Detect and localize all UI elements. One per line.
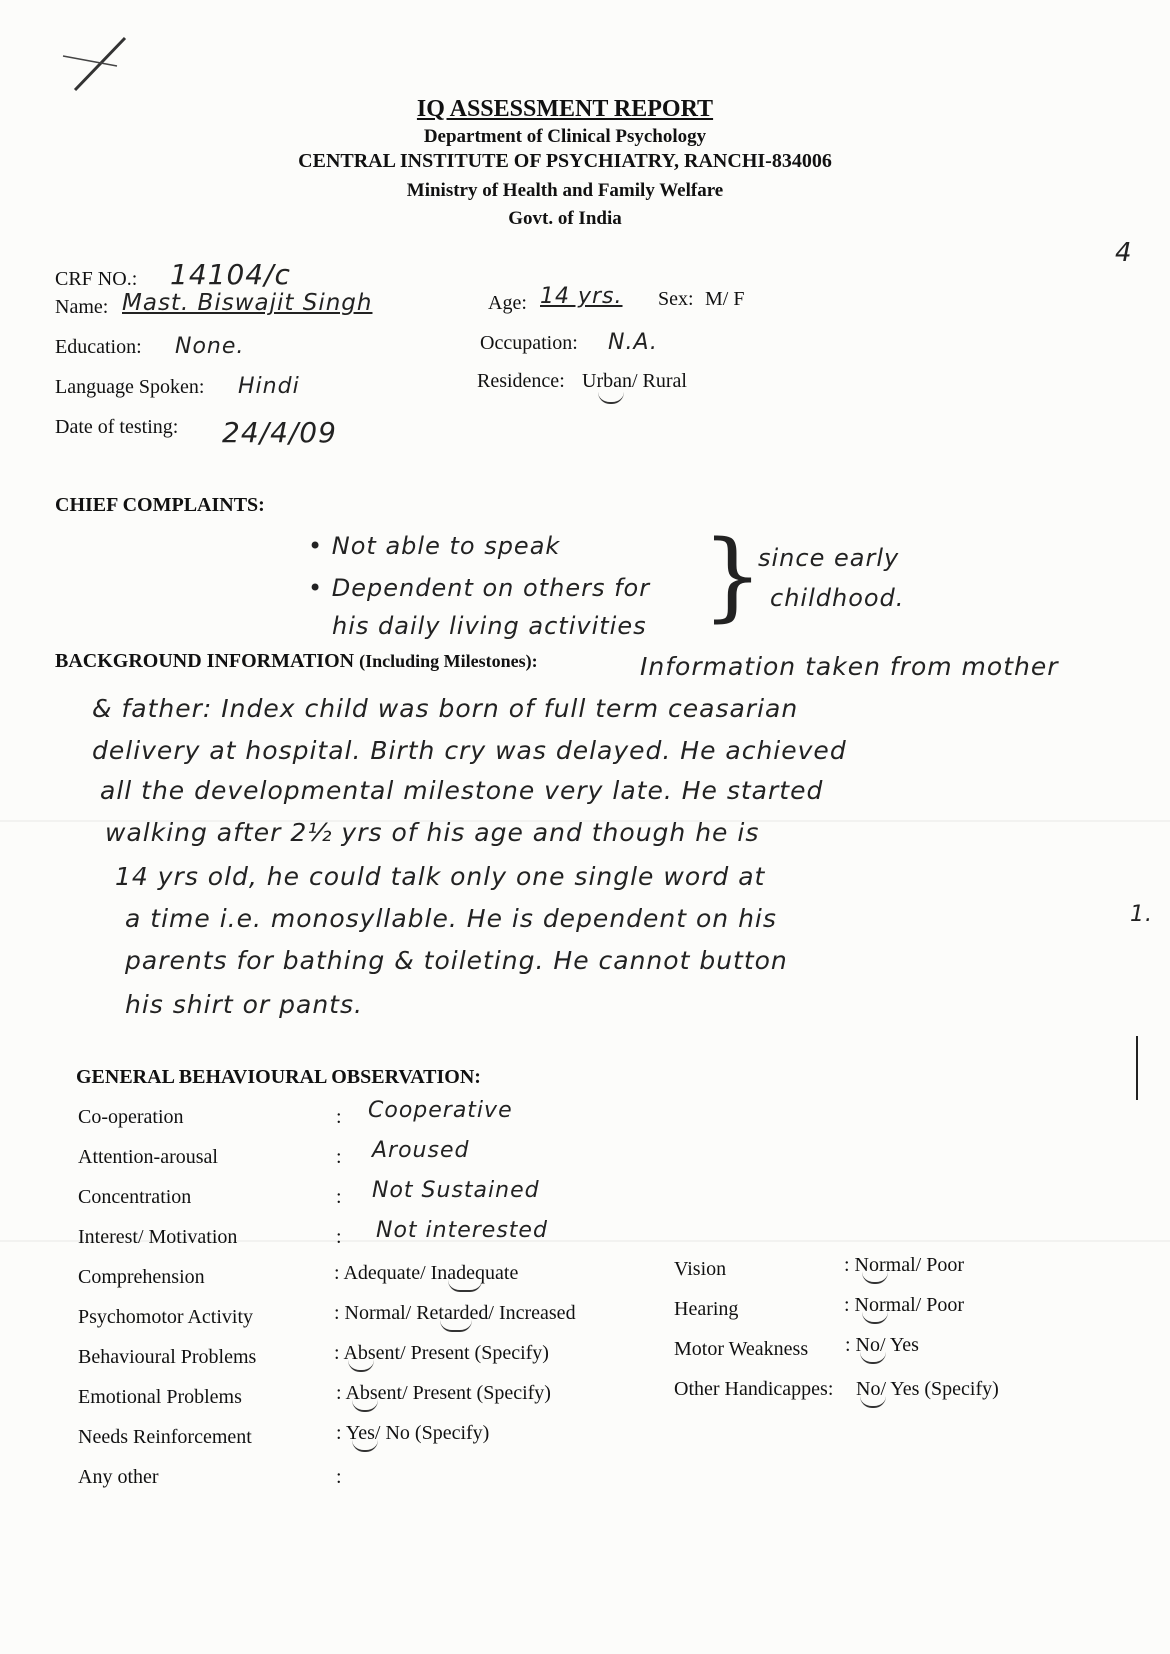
- background-line: 14 yrs old, he could talk only one single word at: [115, 862, 766, 891]
- observation-label: Attention-arousal: [78, 1146, 218, 1168]
- check-mark-icon: [862, 1272, 888, 1284]
- observation-colon: :: [336, 1226, 342, 1248]
- check-mark-icon: [860, 1396, 886, 1408]
- observation-value: Not interested: [376, 1218, 548, 1243]
- background-line: Information taken from mother: [640, 652, 1059, 681]
- check-mark-icon: [352, 1400, 378, 1412]
- observation-options: : Adequate/ Inadequate: [334, 1262, 519, 1284]
- observation-label: Interest/ Motivation: [78, 1226, 238, 1248]
- observation-label: Needs Reinforcement: [78, 1426, 252, 1448]
- education-value: None.: [175, 334, 245, 359]
- background-line: & father: Index child was born of full term ceasarian: [92, 694, 799, 723]
- residence-options: Urban/ Rural: [582, 370, 687, 392]
- date-label: Date of testing:: [55, 416, 179, 438]
- background-line: his shirt or pants.: [125, 990, 363, 1019]
- observation-label: Any other: [78, 1466, 159, 1488]
- check-mark-icon: [348, 1360, 374, 1372]
- observation-label: Behavioural Problems: [78, 1346, 257, 1368]
- observation-options: : Normal/ Poor: [844, 1254, 964, 1276]
- observation-label: Vision: [674, 1258, 727, 1280]
- department-name: Department of Clinical Psychology: [423, 126, 707, 147]
- check-mark-icon: [860, 1352, 886, 1364]
- complaint-duration: since early: [758, 544, 900, 572]
- brace-icon: }: [702, 520, 764, 632]
- name-value: Mast. Biswajit Singh: [122, 290, 373, 316]
- observation-options: No/ Yes (Specify): [856, 1378, 999, 1400]
- margin-note: 1.: [1130, 902, 1153, 927]
- complaint-duration: childhood.: [770, 584, 905, 612]
- observation-label: Comprehension: [78, 1266, 205, 1288]
- observation-heading: GENERAL BEHAVIOURAL OBSERVATION:: [76, 1066, 481, 1088]
- observation-colon: :: [336, 1186, 342, 1208]
- govt-name: Govt. of India: [508, 208, 622, 229]
- language-value: Hindi: [238, 374, 300, 399]
- ministry-name: Ministry of Health and Family Welfare: [406, 180, 724, 201]
- report-title: IQ ASSESSMENT REPORT: [416, 96, 714, 122]
- background-line: delivery at hospital. Birth cry was delayed. He achieved: [92, 736, 847, 765]
- sex-label: Sex:: [658, 288, 694, 310]
- observation-options: : Absent/ Present (Specify): [334, 1342, 549, 1364]
- check-mark-icon: [862, 1312, 888, 1324]
- complaints-heading: CHIEF COMPLAINTS:: [55, 494, 265, 516]
- date-value: 24/4/09: [222, 416, 337, 449]
- observation-colon: :: [336, 1466, 342, 1488]
- observation-value: Cooperative: [368, 1098, 513, 1123]
- observation-label: Hearing: [674, 1298, 739, 1320]
- background-heading-sub: (Including Milestones):: [359, 651, 538, 671]
- education-label: Education:: [55, 336, 142, 358]
- observation-label: Motor Weakness: [674, 1338, 809, 1360]
- check-mark-icon: [440, 1320, 472, 1332]
- language-label: Language Spoken:: [55, 376, 205, 398]
- check-mark-icon: [448, 1280, 482, 1292]
- observation-label: Other Handicappes:: [674, 1378, 834, 1400]
- observation-label: Concentration: [78, 1186, 192, 1208]
- check-mark-icon: [598, 392, 624, 404]
- background-heading: [55, 650, 538, 673]
- crf-label: CRF NO.:: [55, 268, 138, 290]
- residence-label: Residence:: [477, 370, 565, 392]
- observation-label: Psychomotor Activity: [78, 1306, 253, 1328]
- observation-options: : No/ Yes: [845, 1334, 919, 1356]
- sex-options: M/ F: [705, 288, 745, 310]
- complaint-item: his daily living activities: [332, 612, 647, 640]
- observation-colon: :: [336, 1146, 342, 1168]
- institute-name: CENTRAL INSTITUTE OF PSYCHIATRY, RANCHI-834006: [298, 150, 832, 172]
- observation-label: Emotional Problems: [78, 1386, 242, 1408]
- crf-value: 14104/c: [170, 258, 291, 291]
- occupation-value: N.A.: [608, 330, 658, 355]
- complaint-item: • Not able to speak: [308, 532, 561, 560]
- observation-options: : Yes/ No (Specify): [336, 1422, 490, 1444]
- background-line: all the developmental milestone very late. He started: [100, 776, 824, 805]
- check-mark-icon: [352, 1440, 378, 1452]
- observation-value: Aroused: [372, 1138, 470, 1163]
- occupation-label: Occupation:: [480, 332, 578, 354]
- edge-mark: [1136, 1036, 1138, 1100]
- observation-value: Not Sustained: [372, 1178, 540, 1203]
- age-value: 14 yrs.: [540, 284, 623, 309]
- observation-options: : Normal/ Retarded/ Increased: [334, 1302, 576, 1324]
- observation-colon: :: [336, 1106, 342, 1128]
- observation-label: Co-operation: [78, 1106, 184, 1128]
- observation-options: : Absent/ Present (Specify): [336, 1382, 551, 1404]
- background-line: parents for bathing & toileting. He cannot button: [125, 946, 788, 975]
- observation-options: : Normal/ Poor: [844, 1294, 964, 1316]
- complaint-item: • Dependent on others for: [308, 574, 651, 602]
- name-label: Name:: [55, 296, 109, 318]
- staple-mark-icon: [55, 30, 135, 100]
- background-heading-main: BACKGROUND INFORMATION: [55, 650, 355, 672]
- background-line: a time i.e. monosyllable. He is dependent on his: [125, 904, 777, 933]
- margin-note: 4: [1115, 238, 1133, 268]
- age-label: Age:: [488, 292, 527, 314]
- background-line: walking after 2½ yrs of his age and though he is: [105, 818, 760, 847]
